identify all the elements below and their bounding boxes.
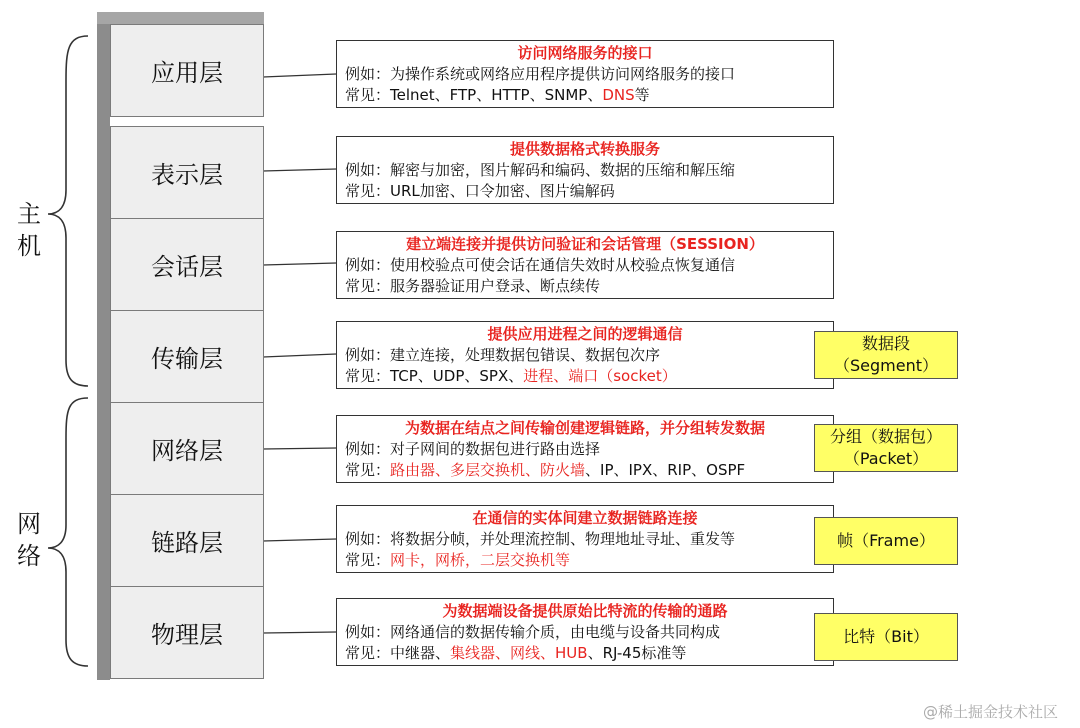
desc-title: 访问网络服务的接口 bbox=[517, 44, 653, 62]
desc-box-presentation bbox=[336, 136, 834, 204]
layer-physical: 物理层 bbox=[110, 586, 264, 679]
desc-common: 常见：URL加密、口令加密、图片编解码 bbox=[345, 182, 615, 200]
desc-common: 常见：网卡，网桥，二层交换机等 bbox=[345, 551, 571, 569]
desc-box-datalink bbox=[336, 505, 834, 573]
connector-1 bbox=[263, 74, 336, 77]
layer-datalink: 链路层 bbox=[110, 494, 264, 587]
network-brace bbox=[48, 398, 88, 666]
pdu-tag-packet: 分组（数据包） （Packet） bbox=[814, 424, 958, 472]
group-label-host: 主 机 bbox=[17, 200, 41, 260]
desc-box-session bbox=[336, 231, 834, 299]
desc-box-physical bbox=[336, 598, 834, 666]
desc-box-network bbox=[336, 415, 834, 483]
desc-box-application bbox=[336, 40, 834, 108]
desc-example: 例如：对子网间的数据包进行路由选择 bbox=[345, 440, 601, 458]
host-brace bbox=[48, 36, 88, 386]
desc-example: 例如：网络通信的数据传输介质，由电缆与设备共同构成 bbox=[345, 623, 721, 641]
layer-presentation: 表示层 bbox=[110, 126, 264, 219]
desc-common: 常见：路由器、多层交换机、防火墙、IP、IPX、RIP、OSPF bbox=[345, 461, 746, 479]
desc-title: 在通信的实体间建立数据链路连接 bbox=[472, 509, 698, 527]
connector-4 bbox=[263, 354, 336, 357]
desc-title: 为数据端设备提供原始比特流的传输的通路 bbox=[442, 602, 728, 620]
desc-example: 例如：建立连接，处理数据包错误、数据包次序 bbox=[345, 346, 661, 364]
desc-common: 常见：中继器、集线器、网线、HUB、RJ-45标准等 bbox=[345, 644, 687, 662]
pdu-tag-frame: 帧（Frame） bbox=[814, 517, 958, 565]
layer-network: 网络层 bbox=[110, 402, 264, 495]
desc-example: 例如：为操作系统或网络应用程序提供访问网络服务的接口 bbox=[345, 65, 736, 83]
connector-7 bbox=[263, 632, 336, 633]
desc-common: 常见：Telnet、FTP、HTTP、SNMP、DNS等 bbox=[345, 86, 650, 104]
desc-example: 例如：使用校验点可使会话在通信失效时从校验点恢复通信 bbox=[345, 256, 736, 274]
layer-transport: 传输层 bbox=[110, 310, 264, 403]
desc-example: 例如：将数据分帧，并处理流控制、物理地址寻址、重发等 bbox=[345, 530, 736, 548]
pdu-tag-bit: 比特（Bit） bbox=[814, 613, 958, 661]
layer-session: 会话层 bbox=[110, 218, 264, 311]
desc-common: 常见：服务器验证用户登录、断点续传 bbox=[345, 277, 601, 295]
connector-3 bbox=[263, 263, 336, 265]
desc-title: 提供应用进程之间的逻辑通信 bbox=[487, 325, 683, 343]
desc-common: 常见：TCP、UDP、SPX、进程、端口（socket） bbox=[345, 367, 677, 385]
group-label-network: 网 络 bbox=[17, 510, 41, 570]
connector-6 bbox=[263, 539, 336, 541]
desc-title: 建立端连接并提供访问验证和会话管理（SESSION） bbox=[406, 235, 764, 253]
connector-5 bbox=[263, 448, 336, 449]
watermark: @稀土掘金技术社区 bbox=[922, 703, 1058, 721]
desc-title: 为数据在结点之间传输创建逻辑链路，并分组转发数据 bbox=[404, 419, 765, 437]
connector-2 bbox=[263, 169, 336, 171]
desc-title: 提供数据格式转换服务 bbox=[509, 140, 660, 158]
layer-application: 应用层 bbox=[110, 24, 264, 117]
desc-example: 例如：解密与加密，图片解码和编码、数据的压缩和解压缩 bbox=[345, 161, 736, 179]
pdu-tag-segment: 数据段 （Segment） bbox=[814, 331, 958, 379]
desc-box-transport bbox=[336, 321, 834, 389]
